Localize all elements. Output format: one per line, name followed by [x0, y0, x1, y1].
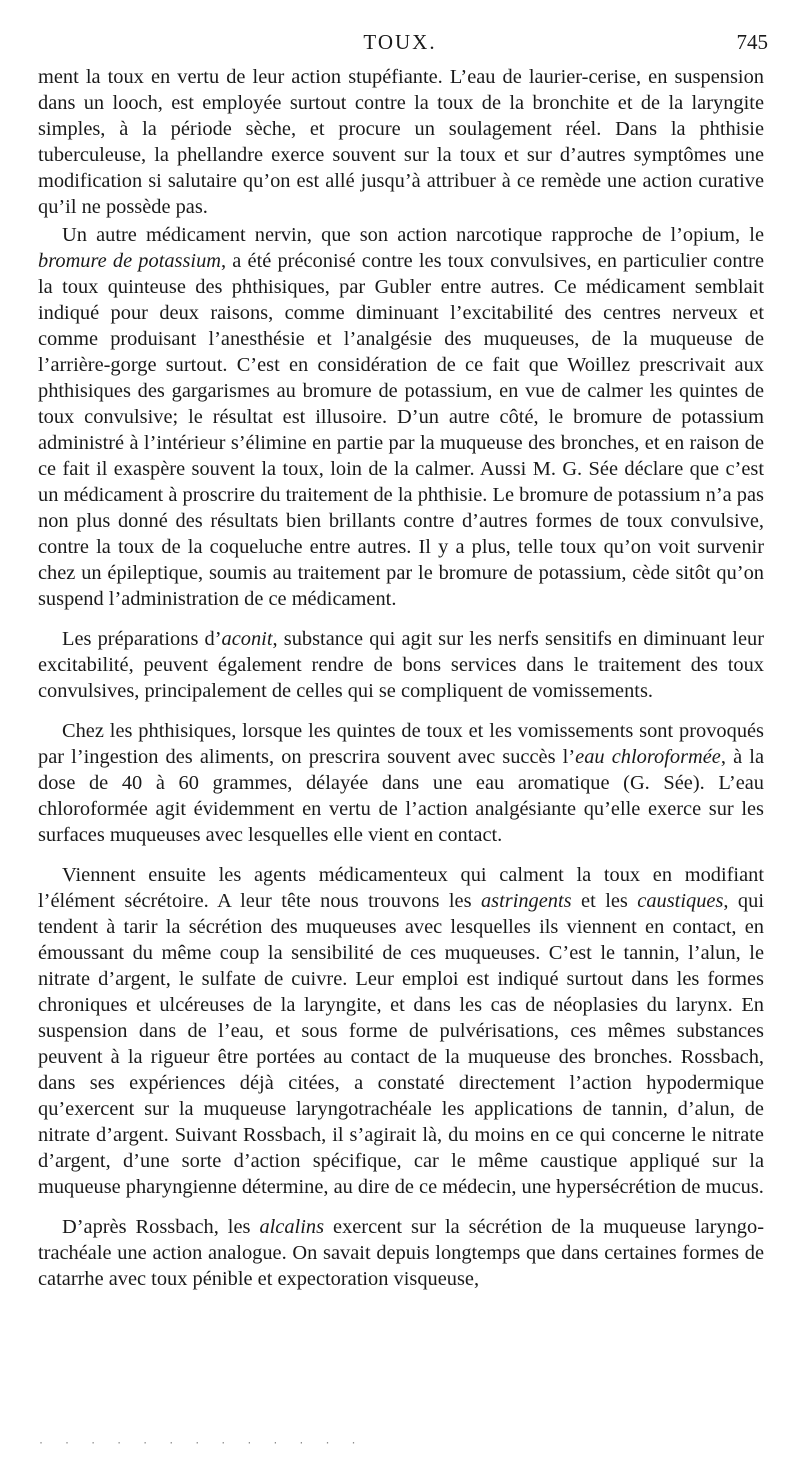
text-run: et les — [571, 890, 638, 912]
page-bottom-speckle: · · · · · · · · · · · · · — [38, 1441, 364, 1447]
italic-term: caustiques — [637, 890, 724, 912]
body-text — [38, 64, 764, 1292]
text-run: Les préparations d’ — [62, 628, 222, 650]
paragraph-2 — [38, 222, 764, 612]
italic-term: bromure de potassium — [38, 250, 222, 272]
text-run: D’après Rossbach, les — [62, 1216, 260, 1238]
running-title: TOUX. — [363, 30, 437, 54]
text-run: Un autre médicament nervin, que son action narcotique rapproche de l’opium, le — [62, 224, 764, 246]
italic-term: astringents — [480, 890, 572, 912]
text-run: Chez les phthisiques, lorsque les quintes de toux et les vomissements sont provoqués par l’ingestion des aliments, on prescrira souvent avec succès l’ — [38, 720, 764, 768]
running-head — [0, 30, 800, 58]
italic-term: eau chloroformée — [575, 746, 721, 768]
text-run: , à la dose de 40 à 60 grammes, délayée dans une eau aromatique (G. Sée). L’eau chloroformée agit évidemment en vertu de l’action analgésiante qu’elle exerce sur les surfaces muqueuses avec lesquelles elle vient en contact. — [38, 746, 765, 846]
text-run: , qui tendent à tarir la sécrétion des muqueuses avec lesquelles ils viennent en contact, en émoussant du même coup la sensibilité de ces muqueuses. C’est le tannin, l’alun, le nitrate d’argent, le sulfate de cuivre. Leur emploi est indiqué surtout dans les formes chroniques et ulcéreuses de la laryngite, et dans les cas de néoplasies du larynx. En suspension dans de l’eau, et sous forme de pulvérisations, ces mêmes substances peuvent à la rigueur être portées au contact de la muqueuse des bronches. Rossbach, dans ses expériences déjà citées, a constaté directement l’action hypodermique qu’exercent sur la muqueuse laryngotrachéale les applications de tannin, d’alun, de nitrate d’argent. Suivant Rossbach, il s’agirait là, du moins en ce qui concerne le nitrate d’argent, d’une sorte d’action spécifique, car le même caustique appliqué sur la muqueuse pharyngienne détermine, au dire de ce médecin, une hypersécrétion de mucus. — [38, 890, 764, 1198]
text-run: , a été préconisé contre les toux convulsives, en particulier contre la toux quinteuse des phthisiques, par Gubler entre autres. Ce médicament semblait indiqué pour deux raisons, comme diminuant l’excitabilité des centres nerveux et comme produisant l’anesthésie et l’analgésie des muqueuses, de la muqueuse de l’arrière-gorge surtout. C’est en considération de ce fait que Woillez prescrivait aux phthisiques des gargarismes au bromure de potassium, en vue de calmer les quintes de toux convulsive; le résultat est illusoire. D’un autre côté, le bromure de potassium administré à l’intérieur s’élimine en partie par la muqueuse des bronches, et en raison de ce fait il exaspère souvent la toux, loin de la calmer. Aussi M. G. Sée déclare que c’est un médicament à proscrire du traitement de la phthisie. Le bromure de potassium n’a pas non plus donné des résultats bien brillants contre d’autres formes de toux convulsive, contre la toux de la coqueluche entre autres. Il y a plus, telle toux qu’on voit survenir chez un épileptique, soumis au traitement par le bromure de potassium, cède sitôt qu’on suspend l’administration de ce médicament. — [38, 250, 765, 610]
text-run: , substance qui agit sur les nerfs sensitifs en diminuant leur excitabilité, peuvent également rendre de bons services dans le traitement des toux convulsives, principalement de celles qui se compliquent de vomissements. — [38, 628, 764, 702]
paragraph-6 — [38, 1214, 764, 1292]
paragraph-1 — [38, 64, 764, 220]
text-run: exercent sur la sécrétion de la muqueuse laryngo-trachéale une action analogue. On savait depuis longtemps que dans certaines formes de catarrhe avec toux pénible et expectoration visqueuse, — [38, 1216, 764, 1290]
text-run: ment la toux en vertu de leur action stupéfiante. L’eau de laurier-cerise, en suspension dans un looch, est employée surtout contre la toux de la bronchite et de la laryngite simples, à la période sèche, et procure un soulagement réel. Dans la phthisie tuberculeuse, la phellandre exerce souvent sur la toux et sur d’autres symptômes une modification si salutaire qu’on est allé jusqu’à attribuer à ce remède une action curative qu’il ne possède pas. — [38, 66, 764, 218]
text-run: Viennent ensuite les agents médicamenteux qui calment la toux en modifiant l’élément sécrétoire. A leur tête nous trouvons les — [38, 864, 764, 912]
italic-term: alcalins — [259, 1216, 325, 1238]
paragraph-4 — [38, 718, 764, 848]
paragraph-5 — [38, 862, 764, 1200]
page-number: 745 — [736, 30, 768, 54]
italic-term: aconit — [221, 628, 273, 650]
paragraph-3 — [38, 626, 764, 704]
